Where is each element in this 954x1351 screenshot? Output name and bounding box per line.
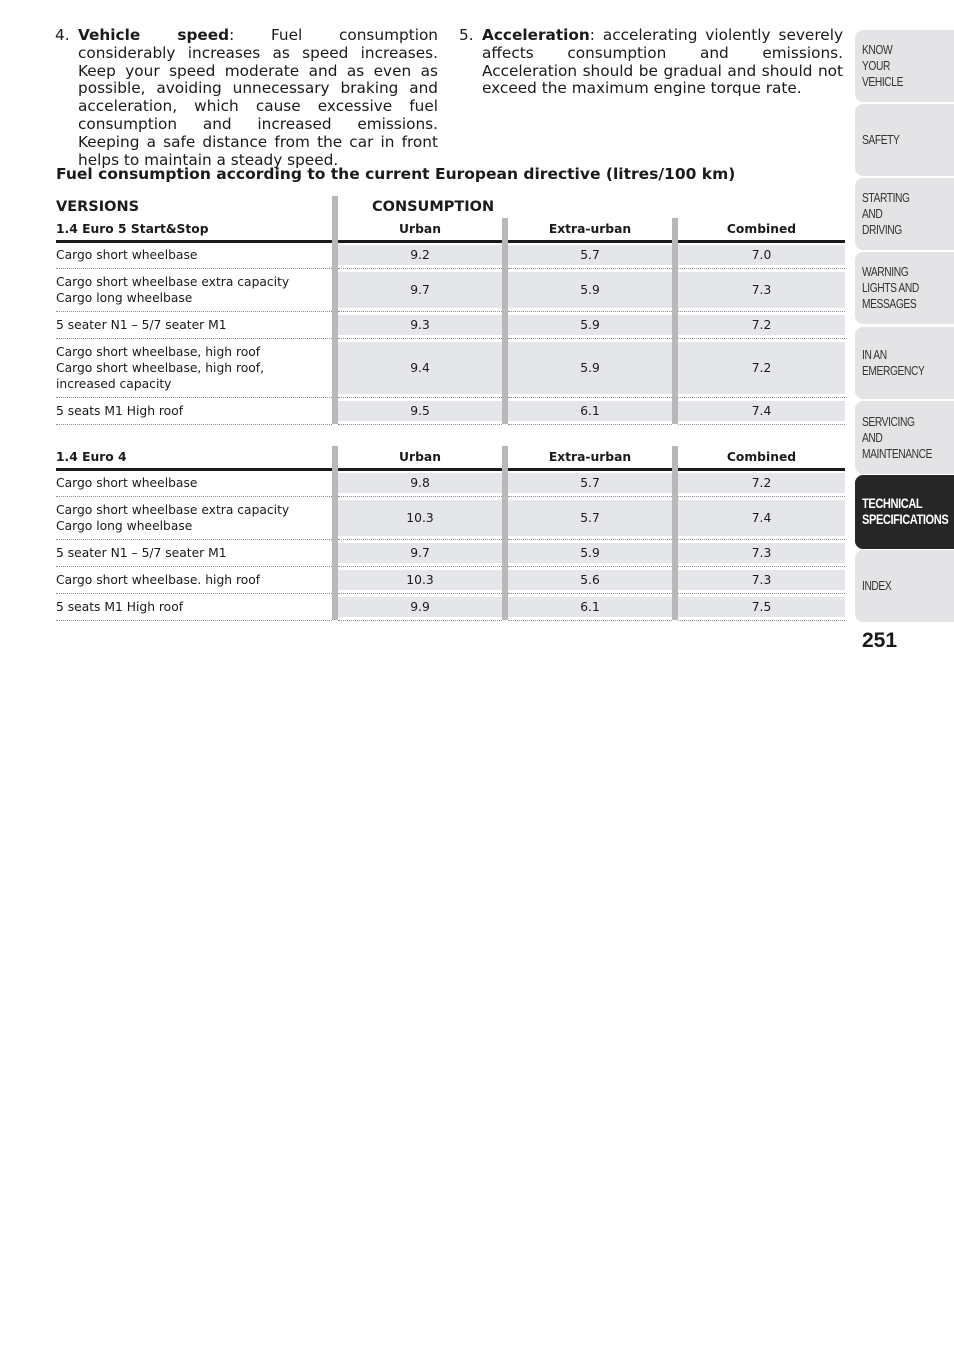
- value-cell-urban: [338, 338, 502, 397]
- value-cell-extra-urban: [508, 496, 672, 539]
- table-header-row: [56, 218, 845, 242]
- value: 9.7: [338, 543, 502, 563]
- tab-label: KNOW YOUR VEHICLE: [862, 43, 903, 89]
- value-cell-extra-urban: [508, 397, 672, 424]
- fuel-table-euro5: [56, 196, 845, 425]
- column-header-combined: Combined: [678, 446, 845, 470]
- version-line: Cargo short wheelbase: [56, 247, 198, 262]
- version-cell: [56, 311, 332, 338]
- term-acceleration: Acceleration: [482, 26, 590, 44]
- version-line: 5 seats M1 High roof: [56, 403, 184, 418]
- table-row: [56, 496, 845, 539]
- paragraph-text: : Fuel consumption considerably increases as speed increases. Keep your speed moderate and as even as possible, avoiding unnecessary braking and acceleration, which cause excessive fuel consumption and increased emissions. Keeping a safe distance from the car in front helps to maintain a steady speed.: [78, 26, 438, 169]
- tab-label: SERVICING AND MAINTENANCE: [862, 414, 933, 461]
- value-cell-extra-urban: [508, 566, 672, 593]
- value-cell-combined: [678, 268, 845, 311]
- value-cell-extra-urban: [508, 593, 672, 620]
- value: 5.9: [508, 315, 672, 335]
- tab-starting-and-driving[interactable]: [855, 178, 954, 250]
- version-line: 5 seats M1 High roof: [56, 599, 184, 614]
- version-cell: [56, 496, 332, 539]
- column-header-extra-urban: Extra-urban: [508, 218, 672, 242]
- value: 5.9: [508, 272, 672, 308]
- value-cell-urban: [338, 311, 502, 338]
- value: 7.2: [678, 342, 845, 394]
- version-line: Cargo short wheelbase. high roof: [56, 572, 261, 587]
- value: 7.2: [678, 473, 845, 493]
- version-cell: [56, 338, 332, 397]
- value-cell-urban: [338, 268, 502, 311]
- version-line: 5 seater N1 – 5/7 seater M1: [56, 545, 227, 560]
- value-cell-extra-urban: [508, 242, 672, 269]
- tab-label: STARTING AND DRIVING: [862, 191, 910, 237]
- table-row: [56, 470, 845, 497]
- table-row: [56, 311, 845, 338]
- value: 7.3: [678, 272, 845, 308]
- value: 5.7: [508, 500, 672, 536]
- version-line: Cargo short wheelbase: [56, 475, 198, 490]
- value-cell-combined: [678, 397, 845, 424]
- column-header-combined: Combined: [678, 218, 845, 242]
- value: 9.2: [338, 245, 502, 265]
- version-cell: [56, 268, 332, 311]
- version-line: Cargo long wheelbase: [56, 290, 193, 305]
- value-cell-urban: [338, 496, 502, 539]
- tab-safety[interactable]: [855, 104, 954, 176]
- versions-heading: VERSIONS: [56, 199, 140, 215]
- value: 7.0: [678, 245, 845, 265]
- version-cell: [56, 593, 332, 620]
- value-cell-extra-urban: [508, 338, 672, 397]
- value: 7.2: [678, 315, 845, 335]
- value-cell-extra-urban: [508, 268, 672, 311]
- value: 9.7: [338, 272, 502, 308]
- value-cell-combined: [678, 566, 845, 593]
- tab-label: IN AN EMERGENCY: [862, 348, 925, 378]
- value: 10.3: [338, 500, 502, 536]
- column-header-extra-urban: Extra-urban: [508, 446, 672, 470]
- engine-label: 1.4 Euro 4: [56, 446, 332, 470]
- table-row: [56, 593, 845, 620]
- tab-know-your-vehicle[interactable]: [855, 30, 954, 102]
- value: 5.7: [508, 245, 672, 265]
- value: 9.9: [338, 597, 502, 617]
- value-cell-urban: [338, 593, 502, 620]
- value: 9.5: [338, 401, 502, 421]
- value: 5.9: [508, 543, 672, 563]
- value: 7.3: [678, 570, 845, 590]
- value: 9.8: [338, 473, 502, 493]
- value-cell-combined: [678, 470, 845, 497]
- table-header-row: [56, 446, 845, 470]
- value-cell-combined: [678, 311, 845, 338]
- value: 6.1: [508, 401, 672, 421]
- fuel-table-euro4: [56, 446, 845, 621]
- table-row: [56, 566, 845, 593]
- paragraph-vehicle-speed: [55, 27, 438, 169]
- version-line: Cargo short wheelbase extra capacity: [56, 502, 290, 517]
- tab-servicing-and-maintenance[interactable]: [855, 401, 954, 474]
- value-cell-urban: [338, 539, 502, 566]
- value-cell-combined: [678, 496, 845, 539]
- value-cell-urban: [338, 470, 502, 497]
- value-cell-extra-urban: [508, 470, 672, 497]
- table-row: [56, 242, 845, 269]
- table-row: [56, 397, 845, 424]
- tab-label: SAFETY: [862, 133, 900, 147]
- tab-technical-specifications[interactable]: [855, 475, 954, 549]
- value: 9.4: [338, 342, 502, 394]
- version-line: 5 seater N1 – 5/7 seater M1: [56, 317, 227, 332]
- version-line: Cargo short wheelbase extra capacity: [56, 274, 290, 289]
- column-header-urban: Urban: [338, 446, 502, 470]
- term-vehicle-speed: Vehicle speed: [78, 26, 230, 44]
- value: 10.3: [338, 570, 502, 590]
- value: 9.3: [338, 315, 502, 335]
- value-cell-urban: [338, 566, 502, 593]
- value-cell-combined: [678, 593, 845, 620]
- value-cell-extra-urban: [508, 539, 672, 566]
- table-top-header: [56, 196, 845, 218]
- value-cell-urban: [338, 397, 502, 424]
- version-cell: [56, 566, 332, 593]
- page-number: 251: [862, 629, 898, 652]
- value: 7.4: [678, 500, 845, 536]
- item-number: 4.: [55, 26, 70, 44]
- paragraph-text: : accelerating violently severely affects consumption and emissions. Acceleration should be gradual and should not exceed the maximum engine torque rate.: [482, 26, 843, 98]
- value: 5.6: [508, 570, 672, 590]
- column-header-urban: Urban: [338, 218, 502, 242]
- tab-label: INDEX: [862, 579, 892, 593]
- version-line: increased capacity: [56, 376, 172, 391]
- value: 6.1: [508, 597, 672, 617]
- tab-label: WARNING LIGHTS AND MESSAGES: [862, 265, 919, 311]
- version-line: Cargo short wheelbase, high roof: [56, 344, 261, 359]
- version-line: Cargo long wheelbase: [56, 518, 193, 533]
- value-cell-combined: [678, 242, 845, 269]
- value-cell-combined: [678, 539, 845, 566]
- tab-label: TECHNICAL SPECIFICATIONS: [862, 496, 949, 527]
- tab-index[interactable]: [855, 550, 954, 622]
- tab-in-an-emergency[interactable]: [855, 327, 954, 399]
- value-cell-urban: [338, 242, 502, 269]
- section-title: Fuel consumption according to the current European directive (litres/100 km): [56, 165, 736, 183]
- value: 7.5: [678, 597, 845, 617]
- value: 5.9: [508, 342, 672, 394]
- value: 7.3: [678, 543, 845, 563]
- value: 5.7: [508, 473, 672, 493]
- version-cell: [56, 242, 332, 269]
- value-cell-combined: [678, 338, 845, 397]
- value-cell-extra-urban: [508, 311, 672, 338]
- engine-label: 1.4 Euro 5 Start&Stop: [56, 218, 332, 242]
- value: 7.4: [678, 401, 845, 421]
- table-row: [56, 338, 845, 397]
- paragraph-acceleration: [459, 27, 843, 98]
- item-number: 5.: [459, 26, 474, 44]
- version-line: Cargo short wheelbase, high roof,: [56, 360, 265, 375]
- version-cell: [56, 470, 332, 497]
- consumption-heading: CONSUMPTION: [372, 199, 495, 215]
- table-row: [56, 539, 845, 566]
- tab-warning-lights-and-messages[interactable]: [855, 252, 954, 324]
- version-cell: [56, 539, 332, 566]
- version-cell: [56, 397, 332, 424]
- table-row: [56, 268, 845, 311]
